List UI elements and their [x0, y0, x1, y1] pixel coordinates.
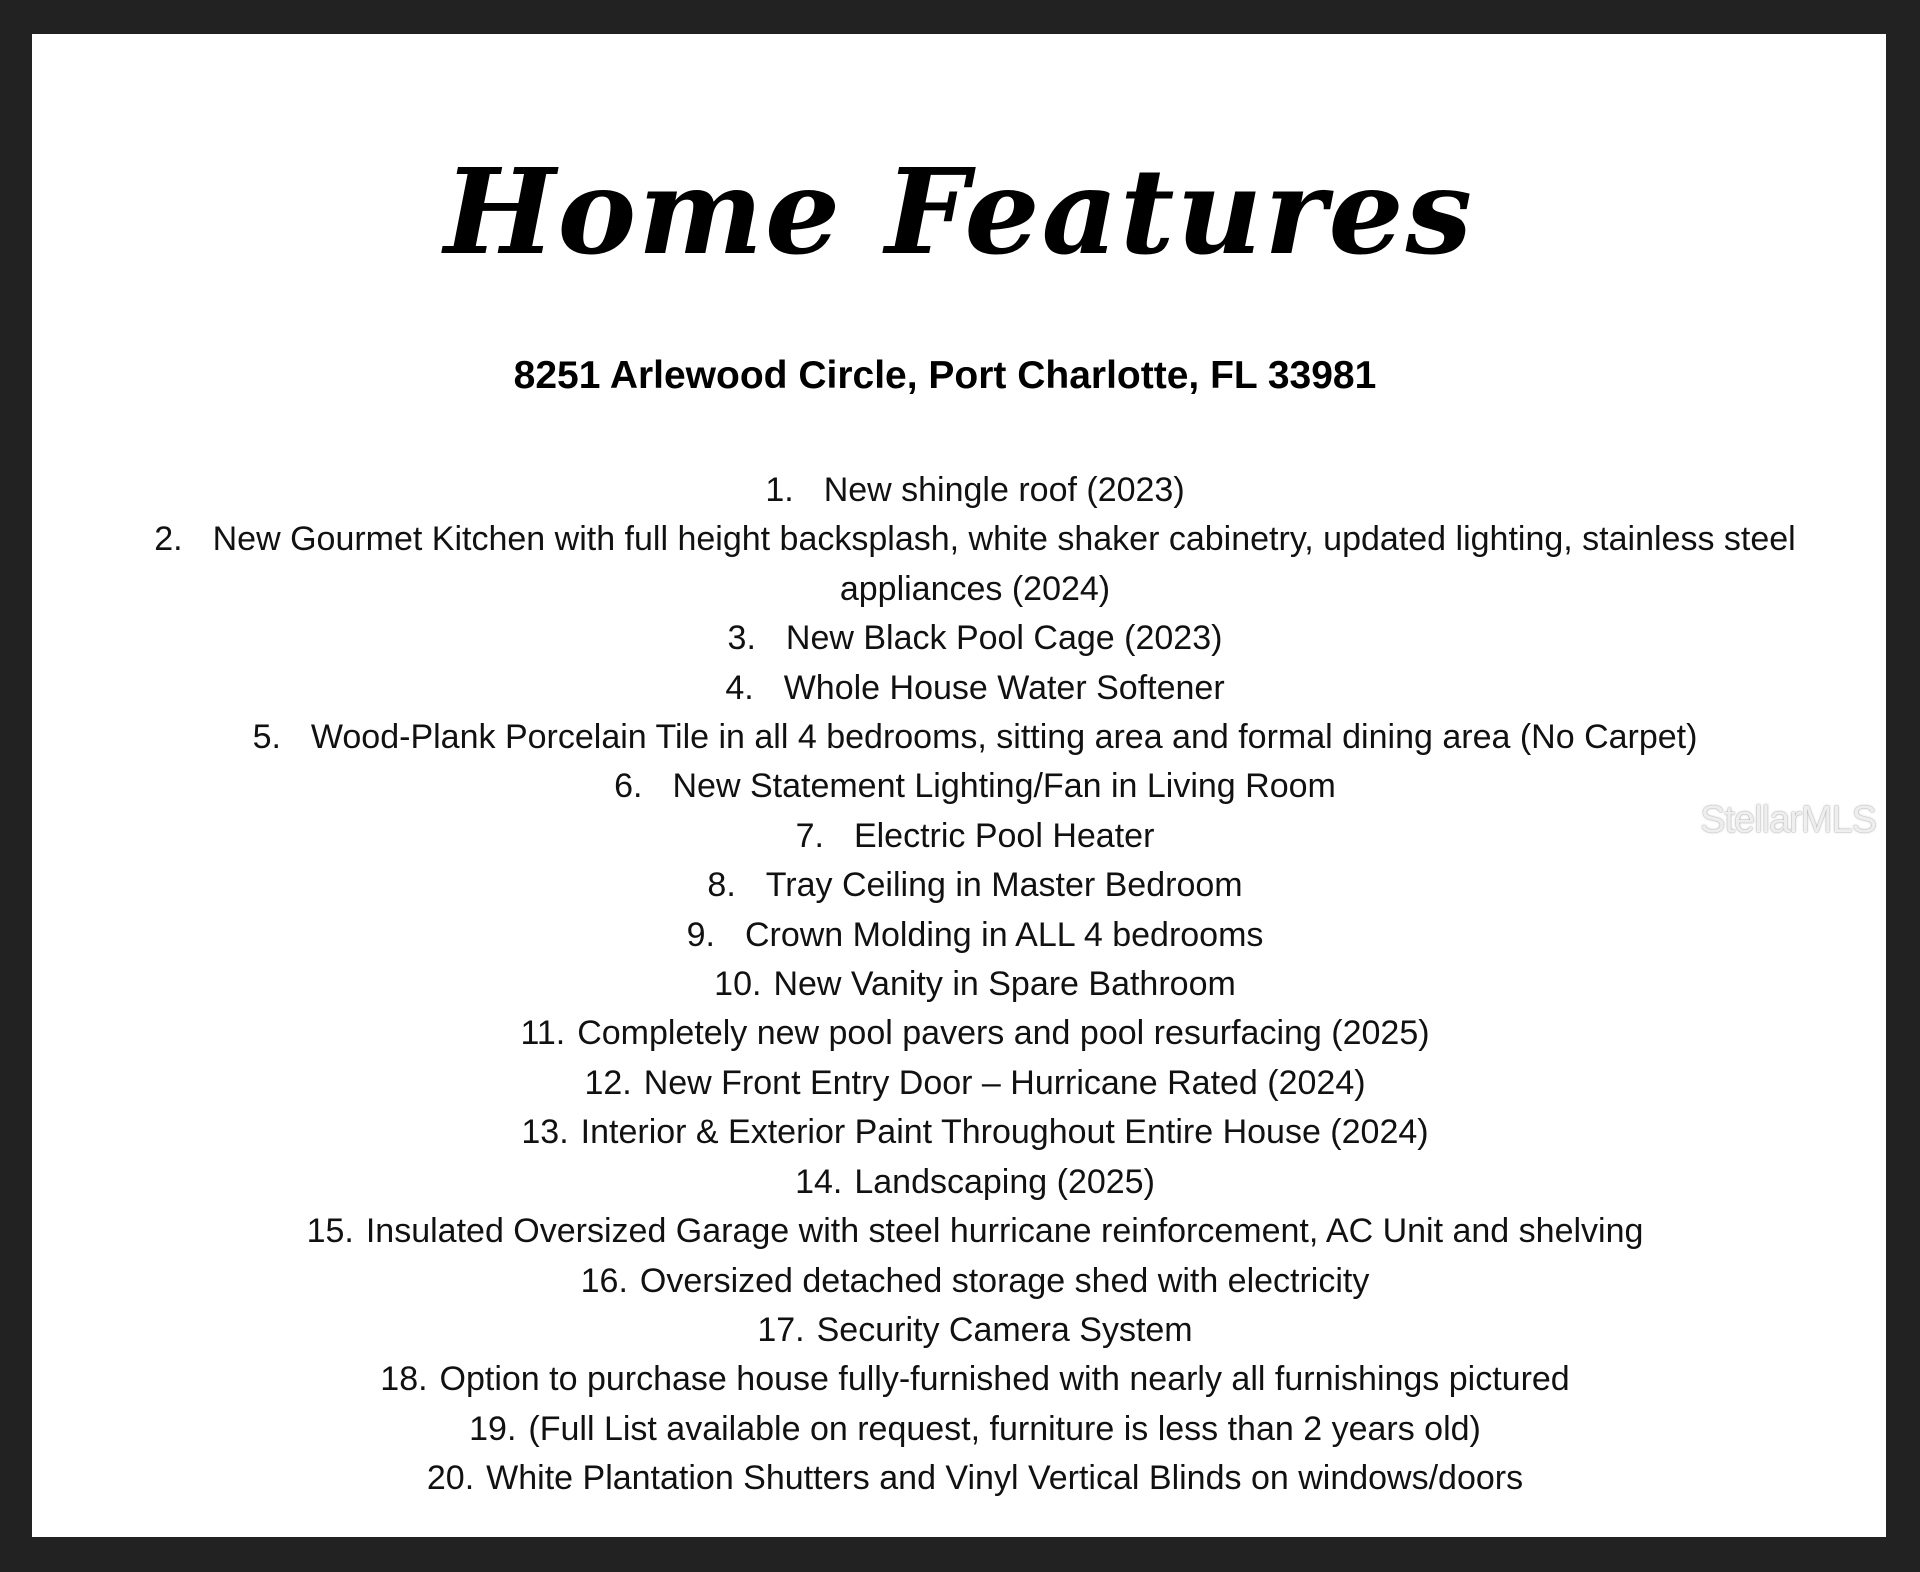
- list-item: [92, 664, 1858, 713]
- item-number: 20.: [426, 1459, 475, 1498]
- item-text: Interior & Exterior Paint Throughout Entire House (2024): [580, 1113, 1429, 1152]
- list-item: [92, 812, 1858, 861]
- list-item: [92, 1306, 1858, 1355]
- list-item: [92, 911, 1858, 960]
- item-number: 1.: [765, 471, 794, 509]
- item-text: Completely new pool pavers and pool resurfacing (2025): [577, 1014, 1430, 1053]
- item-text: New Front Entry Door – Hurricane Rated (2024): [643, 1063, 1366, 1102]
- item-text: New Black Pool Cage (2023): [785, 619, 1223, 658]
- page-title: Home Features: [443, 142, 1475, 281]
- item-text: Landscaping (2025): [854, 1162, 1155, 1201]
- list-item: [92, 1158, 1858, 1207]
- list-item: [92, 1108, 1858, 1157]
- feature-list: [92, 466, 1858, 1504]
- item-number: 3.: [727, 619, 756, 658]
- list-item: [92, 1059, 1858, 1108]
- item-text: New Statement Lighting/Fan in Living Room: [672, 767, 1336, 806]
- item-number: 16.: [580, 1261, 628, 1300]
- item-text: New Vanity in Spare Bathroom: [773, 965, 1236, 1004]
- list-item: [92, 1009, 1858, 1058]
- item-number: 12.: [584, 1063, 632, 1102]
- item-text: New shingle roof (2023): [823, 471, 1185, 509]
- list-item: [92, 1207, 1858, 1256]
- item-text: Whole House Water Softener: [783, 668, 1225, 707]
- item-number: 2.: [154, 520, 183, 559]
- list-item: [92, 960, 1858, 1009]
- item-number: 9.: [686, 915, 715, 954]
- list-item: [92, 762, 1858, 811]
- item-number: 7.: [795, 816, 824, 855]
- item-text: Crown Molding in ALL 4 bedrooms: [744, 915, 1264, 954]
- item-number: 11.: [520, 1014, 566, 1053]
- item-text: Electric Pool Heater: [853, 816, 1155, 855]
- item-text: Oversized detached storage shed with electricity: [639, 1261, 1370, 1300]
- item-text: (Full List available on request, furniture is less than 2 years old): [528, 1409, 1481, 1448]
- item-number: 13.: [521, 1113, 569, 1152]
- item-text: Wood-Plank Porcelain Tile in all 4 bedrooms, sitting area and formal dining area (No Carpet): [310, 718, 1698, 757]
- list-item: [92, 515, 1858, 614]
- list-item: [92, 861, 1858, 910]
- item-text: New Gourmet Kitchen with full height backsplash, white shaker cabinetry, updated lighting, stainless steel appliances (2024): [212, 520, 1796, 608]
- property-address: 8251 Arlewood Circle, Port Charlotte, FL 33981: [513, 354, 1377, 397]
- item-number: 18.: [380, 1360, 428, 1399]
- item-number: 10.: [714, 965, 762, 1004]
- item-number: 15.: [306, 1212, 354, 1251]
- item-number: 19.: [469, 1409, 517, 1448]
- item-number: 6.: [614, 767, 643, 806]
- item-text: White Plantation Shutters and Vinyl Vertical Blinds on windows/doors: [486, 1459, 1524, 1498]
- list-item: [92, 614, 1858, 663]
- item-number: 8.: [707, 866, 736, 905]
- item-text: Insulated Oversized Garage with steel hurricane reinforcement, AC Unit and shelving: [365, 1212, 1644, 1251]
- list-item: [92, 466, 1858, 515]
- item-number: 4.: [725, 668, 754, 707]
- item-text: Tray Ceiling in Master Bedroom: [765, 866, 1243, 905]
- item-text: Security Camera System: [816, 1310, 1193, 1349]
- document-page: [32, 34, 1886, 1537]
- list-item: [92, 1257, 1858, 1306]
- item-number: 14.: [795, 1162, 843, 1201]
- item-number: 5.: [252, 718, 281, 757]
- list-item: [92, 1355, 1858, 1404]
- list-item: [92, 713, 1858, 762]
- list-item: [92, 1454, 1858, 1503]
- list-item: [92, 1405, 1858, 1454]
- item-text: Option to purchase house fully-furnished with nearly all furnishings pictured: [439, 1360, 1570, 1399]
- item-number: 17.: [757, 1310, 805, 1349]
- watermark: StellarMLS: [1700, 799, 1876, 841]
